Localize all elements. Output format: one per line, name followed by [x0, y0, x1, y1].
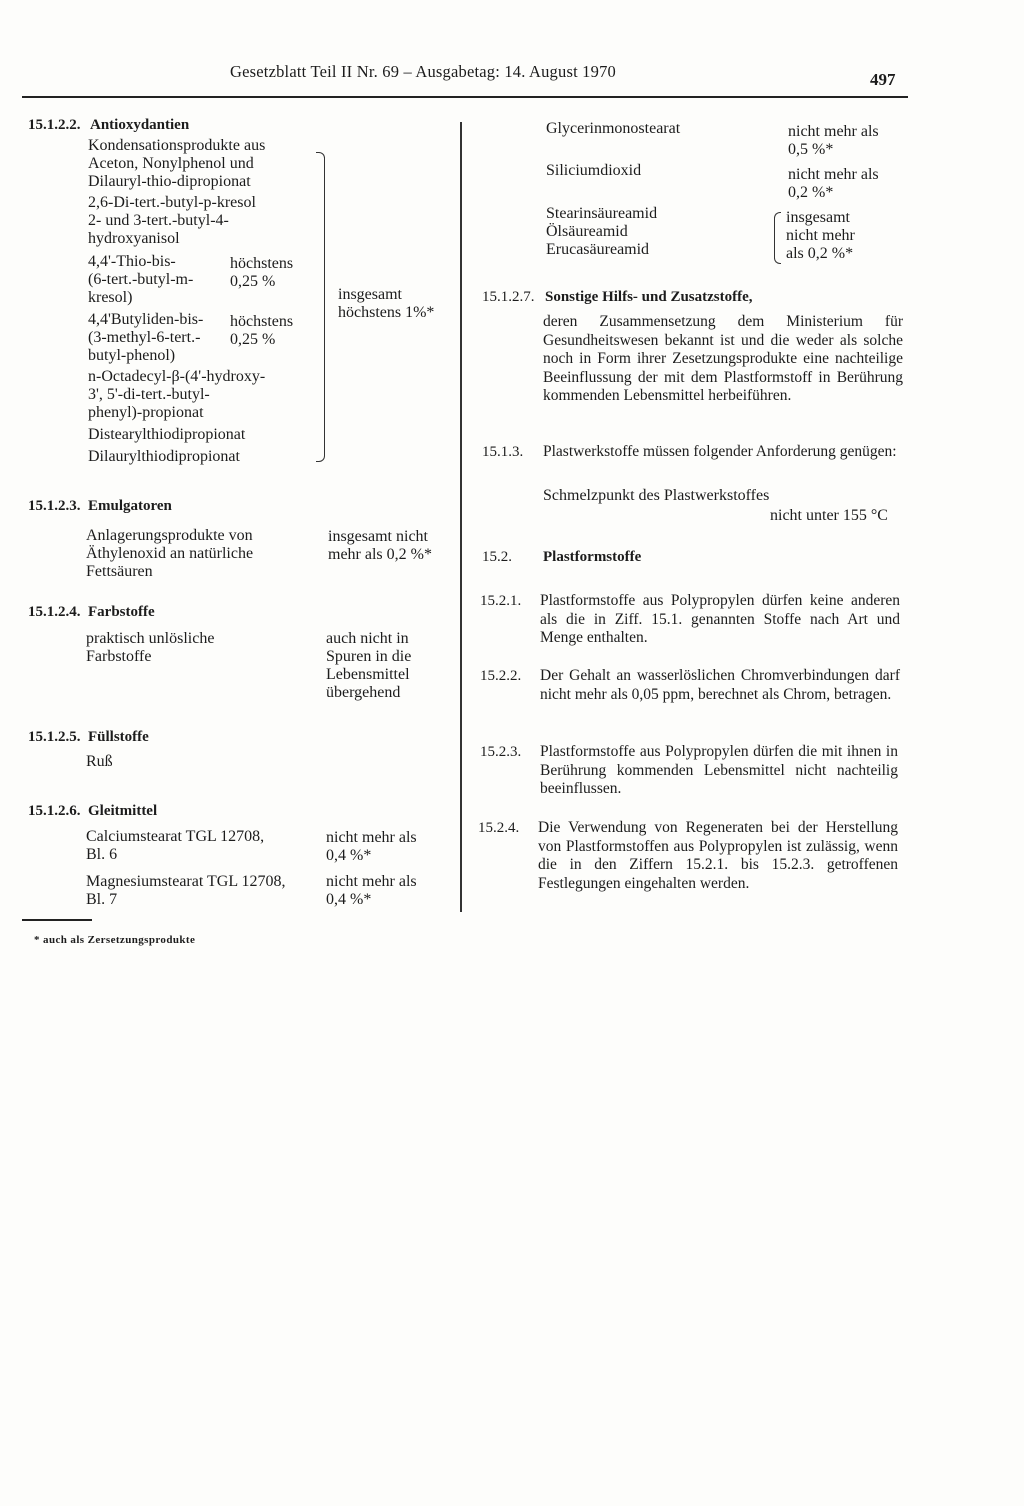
- section-title: Füllstoffe: [88, 729, 149, 745]
- item-line: Bl. 7: [86, 891, 118, 908]
- limit-value: 0,4 %*: [326, 891, 372, 908]
- limit-value: nicht mehr: [786, 227, 855, 244]
- section-number: 15.2.3.: [480, 744, 522, 760]
- item-line: Äthylenoxid an natürliche: [86, 545, 254, 562]
- limit-value: 0,2 %*: [788, 184, 834, 201]
- item-line: 4,4'Butyliden-bis-: [88, 311, 204, 328]
- limit-value: insgesamt: [786, 209, 850, 226]
- limit-value: höchstens: [230, 313, 294, 330]
- limit-value: nicht mehr als: [326, 829, 417, 846]
- limit-value: auch nicht in: [326, 630, 409, 647]
- section-title: Emulgatoren: [88, 498, 172, 514]
- column-divider: [460, 122, 462, 912]
- section-number: 15.1.2.7.: [482, 289, 535, 305]
- limit-value: 0,5 %*: [788, 141, 834, 158]
- item-line: Fettsäuren: [86, 563, 153, 580]
- header-rule: [22, 96, 908, 98]
- section-number: 15.1.2.5.: [28, 729, 81, 745]
- limit-value: 0,25 %: [230, 273, 276, 290]
- item-line: hydroxyanisol: [88, 230, 180, 247]
- item-line: butyl-phenol): [88, 347, 176, 364]
- paragraph: Plastwerkstoffe müssen folgender Anforderung genügen:: [543, 443, 897, 460]
- section-number: 15.1.3.: [482, 444, 524, 460]
- paragraph: Der Gehalt an wasserlöslichen Chromverbindungen darf nicht mehr als 0,05 ppm, berechnet als Chrom, betragen.: [540, 667, 900, 703]
- item-line: Kondensationsprodukte aus: [88, 137, 266, 154]
- item-line: phenyl)-propionat: [88, 404, 204, 421]
- group-brace: [774, 212, 781, 264]
- item-line: Siliciumdioxid: [546, 162, 642, 179]
- item-line: Erucasäureamid: [546, 241, 650, 258]
- limit-total: insgesamt: [338, 286, 402, 303]
- section-title: Plastformstoffe: [543, 549, 642, 565]
- section-number: 15.2.: [482, 549, 512, 565]
- section-number: 15.2.1.: [480, 593, 522, 609]
- limit-value: nicht mehr als: [788, 123, 879, 140]
- item-line: 3', 5'-di-tert.-butyl-: [88, 386, 210, 403]
- limit-value: nicht mehr als: [326, 873, 417, 890]
- running-header: Gesetzblatt Teil II Nr. 69 – Ausgabetag: 14. August 1970: [230, 62, 616, 81]
- item-line: Aceton, Nonylphenol und: [88, 155, 254, 172]
- paragraph: Die Verwendung von Regeneraten bei der Herstellung von Plastformstoffen aus Polypropylen ist zulässig, wenn die in den Ziffern 15.2.1. bis 15.2.3. getroffenen Festlegungen eingehalten werden.: [538, 819, 898, 892]
- group-brace: [316, 152, 325, 462]
- paragraph: deren Zusammensetzung dem Ministerium für Gesundheitswesen bekannt ist und die weder als solche noch in Form ihrer Zesetzungsprodukte eine nachteilige Beeinflussung der mit dem Plastformstoff in Berührung kommenden Lebensmittel herbeiführen.: [543, 313, 903, 404]
- item-line: Distearylthiodipropionat: [88, 426, 246, 443]
- item-line: (6-tert.-butyl-m-: [88, 271, 194, 288]
- item-line: Magnesiumstearat TGL 12708,: [86, 873, 286, 890]
- item-line: Farbstoffe: [86, 648, 152, 665]
- item-line: Stearinsäureamid: [546, 205, 658, 222]
- item-line: Schmelzpunkt des Plastwerkstoffes: [543, 487, 770, 504]
- page-number: 497: [870, 70, 896, 89]
- section-title: Gleitmittel: [88, 803, 158, 819]
- footnote: * auch als Zersetzungsprodukte: [34, 934, 196, 946]
- item-line: Calciumstearat TGL 12708,: [86, 828, 265, 845]
- limit-value: 0,25 %: [230, 331, 276, 348]
- limit-value: höchstens: [230, 255, 294, 272]
- limit-value: als 0,2 %*: [786, 245, 854, 262]
- limit-value: übergehend: [326, 684, 401, 701]
- item-line: Bl. 6: [86, 846, 118, 863]
- item-line: 4,4'-Thio-bis-: [88, 253, 176, 270]
- limit-value: 0,4 %*: [326, 847, 372, 864]
- section-number: 15.1.2.6.: [28, 803, 81, 819]
- section-title: Antioxydantien: [90, 117, 190, 133]
- item-line: Dilauryl-thio-dipropionat: [88, 173, 251, 190]
- item-line: Anlagerungsprodukte von: [86, 527, 253, 544]
- section-title: Sonstige Hilfs- und Zusatzstoffe,: [545, 289, 753, 305]
- section-number: 15.2.4.: [478, 820, 520, 836]
- limit-value: mehr als 0,2 %*: [328, 546, 432, 563]
- section-number: 15.1.2.2.: [28, 117, 81, 133]
- limit-value: Spuren in die: [326, 648, 412, 665]
- item-line: n-Octadecyl-β-(4'-hydroxy-: [88, 368, 266, 385]
- limit-total: höchstens 1%*: [338, 304, 435, 321]
- item-line: (3-methyl-6-tert.-: [88, 329, 201, 346]
- item-line: Ölsäureamid: [546, 223, 628, 240]
- limit-value: nicht mehr als: [788, 166, 879, 183]
- item-line: Dilaurylthiodipropionat: [88, 448, 240, 465]
- item-line: kresol): [88, 289, 133, 306]
- limit-value: Lebensmittel: [326, 666, 410, 683]
- limit-value: nicht unter 155 °C: [770, 507, 888, 524]
- section-title: Farbstoffe: [88, 604, 155, 620]
- item-line: 2- und 3-tert.-butyl-4-: [88, 212, 229, 229]
- limit-value: insgesamt nicht: [328, 528, 428, 545]
- paragraph: Plastformstoffe aus Polypropylen dürfen die mit ihnen in Berührung kommenden Lebensmittel nicht nachteilig beeinflussen.: [540, 743, 898, 797]
- item-line: Glycerinmonostearat: [546, 120, 681, 137]
- item-line: praktisch unlösliche: [86, 630, 215, 647]
- section-number: 15.1.2.3.: [28, 498, 81, 514]
- section-number: 15.2.2.: [480, 668, 522, 684]
- item-line: Ruß: [86, 753, 113, 770]
- paragraph: Plastformstoffe aus Polypropylen dürfen keine anderen als die in Ziff. 15.1. genannten Stoffe nach Art und Menge enthalten.: [540, 592, 900, 646]
- item-line: 2,6-Di-tert.-butyl-p-kresol: [88, 194, 256, 211]
- section-number: 15.1.2.4.: [28, 604, 81, 620]
- footnote-rule: [22, 919, 92, 921]
